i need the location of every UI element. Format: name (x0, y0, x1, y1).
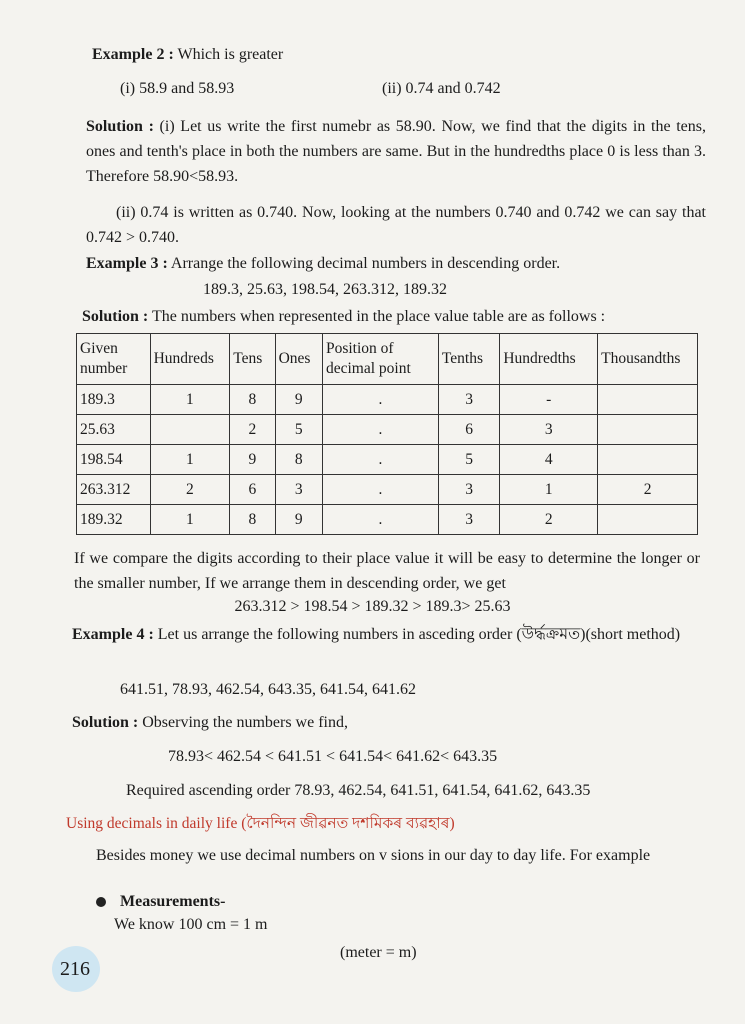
table-row: 189.32 1 8 9 . 3 2 (77, 505, 698, 535)
example-3-after-text: If we compare the digits according to their place value it will be easy to determine the longer or the smaller number, If we arrange them in descending order, we get (74, 550, 700, 592)
table-row: 198.54 1 9 8 . 5 4 (77, 445, 698, 475)
daily-life-paragraph: Besides money we use decimal numbers on v sions in our day to day life. For example (96, 847, 651, 864)
example-2-part-i: (i) 58.9 and 58.93 (120, 80, 235, 97)
page-number: 216 (60, 958, 90, 980)
example-3-result: 263.312 > 198.54 > 189.32 > 189.3> 25.63 (234, 598, 511, 615)
example-2-title: Example 2 : Which is greater (92, 46, 284, 63)
place-value-table (76, 333, 698, 535)
col-tenths: Tenths (438, 334, 499, 385)
col-tens: Tens (230, 334, 275, 385)
example-2-solution-i: Solution : (i) Let us write the first numebr as 58.90. Now, we find that the digits in the tens, ones and tenth's place in both the numbers are same. But in the hundredths place 0 is less than 3. Therefore 58.90<58.93. (86, 118, 706, 185)
example-4-required-order: Required ascending order 78.93, 462.54, 641.51, 641.54, 641.62, 643.35 (126, 782, 591, 799)
table-header-row (77, 334, 698, 385)
table-row: 263.312 2 6 3 . 3 1 2 (77, 475, 698, 505)
table-row: 25.63 2 5 . 6 3 (77, 415, 698, 445)
example-2-solution-ii: (ii) 0.74 is written as 0.740. Now, looking at the numbers 0.740 and 0.742 we can say that 0.742 > 0.740. (86, 204, 706, 246)
col-given-number: Given number (77, 334, 151, 385)
measurements-bullet: Measurements- (96, 891, 225, 913)
example-3-numbers: 189.3, 25.63, 198.54, 263.312, 189.32 (203, 281, 447, 298)
col-hundreds: Hundreds (150, 334, 230, 385)
example-3-title: Example 3 : Arrange the following decimal numbers in descending order. (86, 255, 561, 272)
example-4-solution: Solution : Observing the numbers we find, (72, 714, 348, 731)
col-thousandths: Thousandths (598, 334, 698, 385)
example-4-title: Example 4 : Let us arrange the following numbers in asceding order (উর্দ্ধক্রমত)(short method) (72, 626, 681, 643)
measurement-cm-m: We know 100 cm = 1 m (114, 916, 268, 933)
meter-note: (meter = m) (340, 944, 417, 961)
example-2-part-ii: (ii) 0.74 and 0.742 (382, 80, 501, 97)
col-ones: Ones (275, 334, 322, 385)
section-heading-daily-life: Using decimals in daily life (দৈনন্দিন জীৱনত দশমিকৰ ব্যৱহাৰ) (66, 815, 455, 832)
example-3-solution: Solution : The numbers when represented in the place value table are as follows : (82, 308, 606, 325)
example-4-numbers: 641.51, 78.93, 462.54, 643.35, 641.54, 641.62 (120, 681, 416, 698)
col-decimal-point: Position of decimal point (322, 334, 438, 385)
col-hundredths: Hundredths (500, 334, 598, 385)
example-4-comparison: 78.93< 462.54 < 641.51 < 641.54< 641.62< 643.35 (168, 748, 498, 765)
bullet-icon (96, 897, 106, 907)
table-row: 189.3 1 8 9 . 3 - (77, 385, 698, 415)
